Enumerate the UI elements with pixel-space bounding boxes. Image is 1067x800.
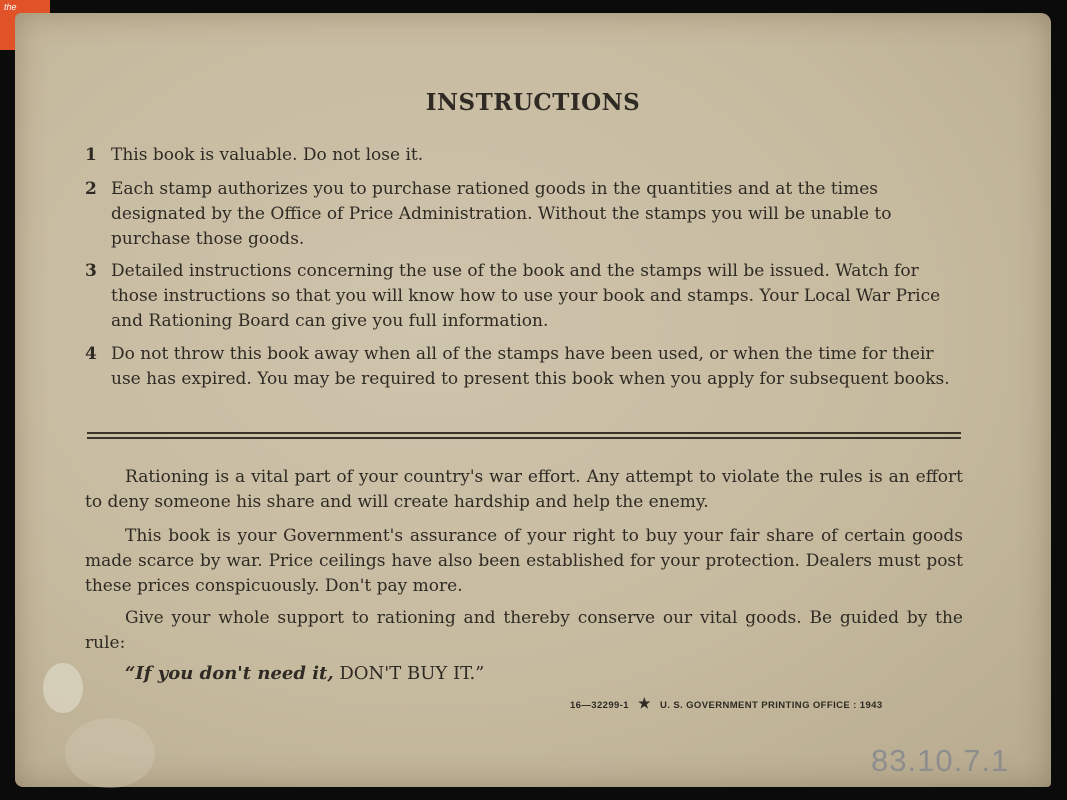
instruction-item — [85, 259, 965, 334]
instruction-text: This book is valuable. Do not lose it. — [111, 145, 424, 165]
star-icon: ★ — [637, 695, 651, 711]
instruction-number: 3 — [85, 261, 97, 281]
body-paragraph — [85, 524, 963, 599]
ration-book-back-cover — [15, 13, 1051, 787]
double-rule-divider — [87, 437, 961, 439]
form-code: 16—32299-1 — [570, 700, 629, 711]
body-paragraph — [85, 465, 963, 515]
double-rule-divider — [87, 432, 961, 434]
instruction-number: 1 — [85, 145, 97, 165]
instruction-item — [85, 342, 965, 392]
paper-stain — [65, 718, 155, 788]
instruction-number: 2 — [85, 179, 97, 199]
page-title: INSTRUCTIONS — [425, 89, 641, 116]
printing-office: U. S. GOVERNMENT PRINTING OFFICE : 1943 — [659, 700, 883, 711]
instruction-text: Each stamp authorizes you to purchase rationed goods in the quantities and at the times designated by the Office of Price Administration. Without the stamps you will be unable to purchase those goods. — [111, 179, 892, 249]
instruction-text: Do not throw this book away when all of the stamps have been used, or when the time for their use has expired. You may be required to present this book when you apply for subsequent books. — [111, 344, 950, 389]
instruction-text: Detailed instructions concerning the use of the book and the stamps will be issued. Watch for those instructions so that you will know how to use your book and stamps. Your Local War Price and Rationing Board can give you full information. — [111, 261, 941, 331]
motto-caps: DON'T BUY IT.” — [333, 663, 485, 684]
paragraph-text: This book is your Government's assurance of your right to buy your fair share of certain goods made scarce by war. Price ceilings have also been established for your protection. Dealers must post these prices conspicuously. Don't pay more. — [85, 526, 963, 596]
body-paragraph — [85, 606, 963, 656]
instruction-item — [85, 143, 965, 168]
motto-italic: “If you don't need it, — [125, 663, 334, 684]
motto — [125, 663, 484, 684]
instruction-number: 4 — [85, 344, 97, 364]
paragraph-text: Give your whole support to rationing and thereby conserve our vital goods. Be guided by the rule: — [85, 608, 963, 653]
instruction-item — [85, 177, 965, 252]
paragraph-text: Rationing is a vital part of your country's war effort. Any attempt to violate the rules is an effort to deny someone his share and will create hardship and help the enemy. — [85, 467, 963, 512]
logo-the: the — [4, 2, 17, 12]
catalog-number: 83.10.7.1 — [871, 743, 1010, 778]
printer-imprint — [570, 695, 883, 712]
paper-stain — [43, 663, 83, 713]
